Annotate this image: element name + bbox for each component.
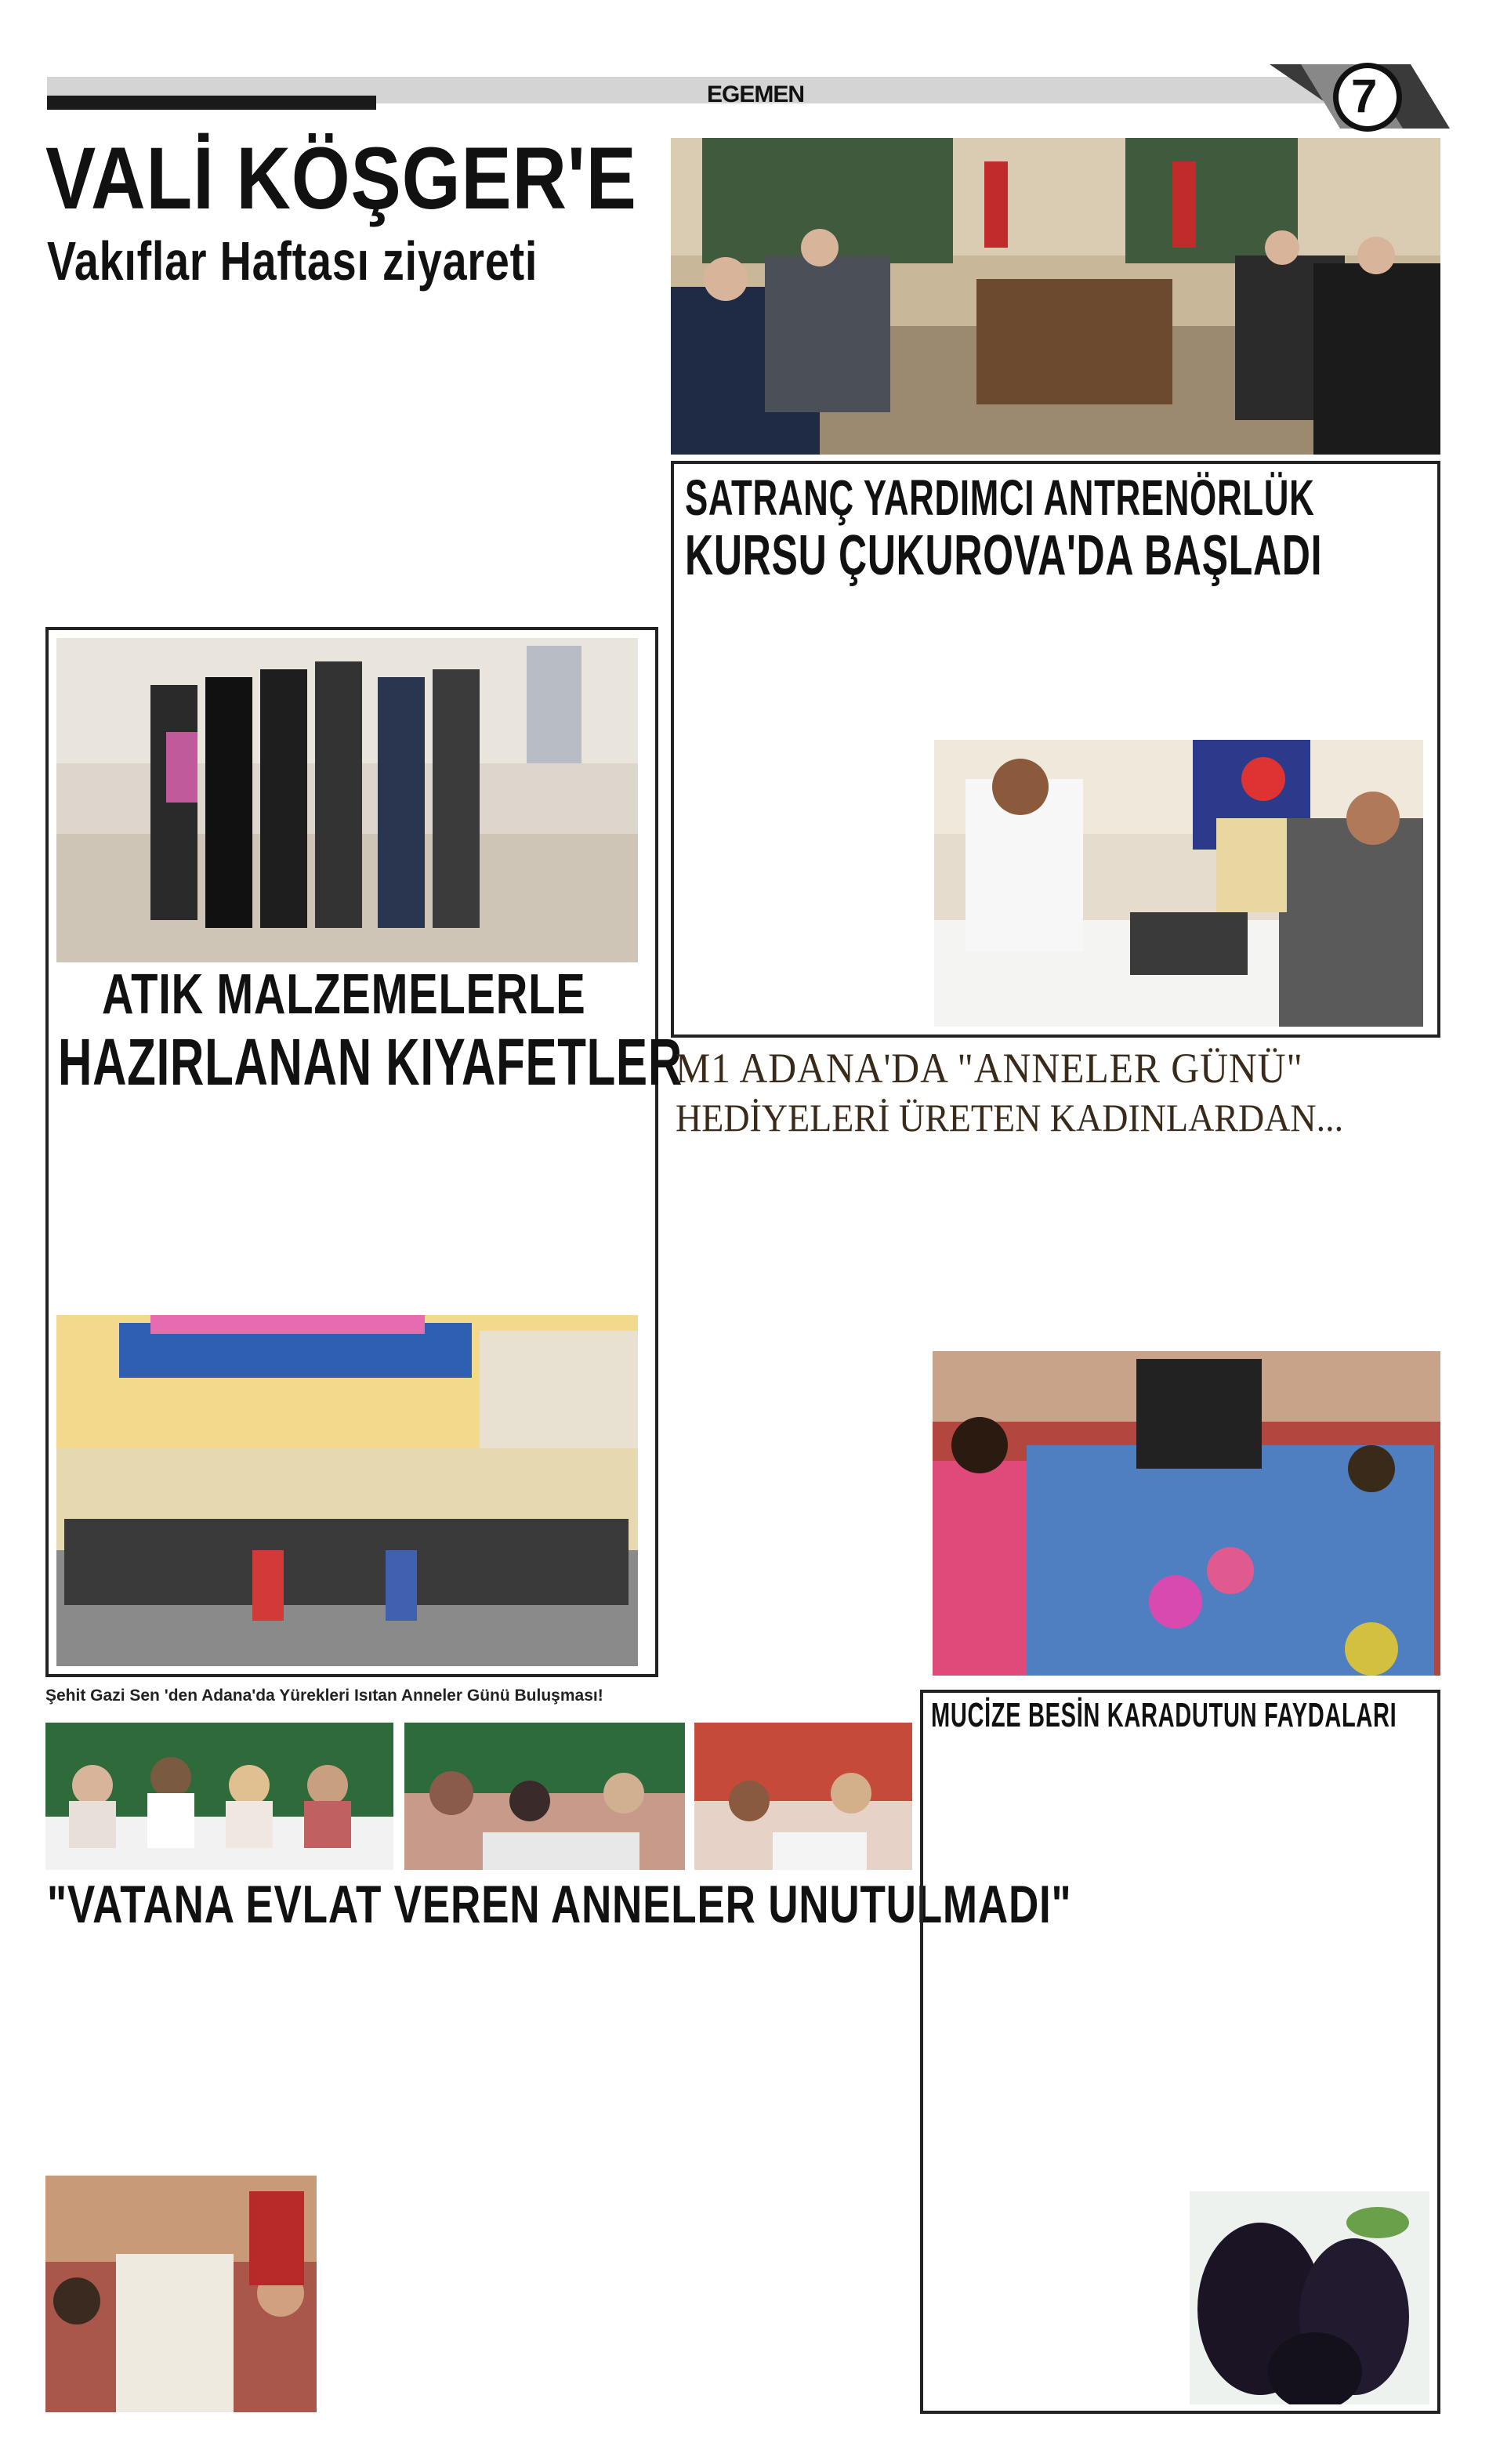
story5-photo-1 xyxy=(45,1723,393,1870)
story5-photo-3 xyxy=(694,1723,912,1870)
story6-headline: MUCİZE BESİN KARADUTUN FAYDALARI xyxy=(931,1696,1397,1734)
page-number: 7 xyxy=(1351,70,1378,122)
story3-photo-bottom xyxy=(56,1315,638,1666)
story3-photo-top xyxy=(56,638,638,962)
story2-headline-line2: KURSU ÇUKUROVA'DA BAŞLADI xyxy=(685,524,1323,587)
paper-name: EGEMEN xyxy=(707,82,805,107)
story3-headline-line2: HAZIRLANAN KIYAFETLER xyxy=(58,1025,683,1099)
story2-photo xyxy=(934,740,1423,1027)
story5-photo-2 xyxy=(404,1723,685,1870)
story4-photo xyxy=(933,1351,1440,1676)
story5-headline: "VATANA EVLAT VEREN ANNELER UNUTULMADI" xyxy=(47,1875,1072,1934)
story3-headline-line1: ATIK MALZEMELERLE xyxy=(102,963,586,1026)
story5-kicker: Şehit Gazi Sen 'den Adana'da Yürekleri Isıtan Anneler Günü Buluşması! xyxy=(45,1687,603,1705)
story1-subhead: Vakıflar Haftası ziyareti xyxy=(47,230,538,292)
story6-photo xyxy=(1190,2191,1429,2404)
story2-headline-line1: SATRANÇ YARDIMCI ANTRENÖRLÜK xyxy=(685,469,1315,526)
story4-headline-line2: HEDİYELERİ ÜRETEN KADINLARDAN... xyxy=(676,1096,1344,1140)
story1-photo xyxy=(671,138,1440,455)
story1-body xyxy=(47,317,658,600)
story4-headline-line1: M1 ADANA'DA "ANNELER GÜNÜ" xyxy=(676,1045,1303,1092)
story3-body xyxy=(60,1109,641,1305)
story5-photo-4 xyxy=(45,2176,317,2412)
story1-headline: VALİ KÖŞGER'E xyxy=(45,129,637,227)
masthead xyxy=(31,56,1458,135)
